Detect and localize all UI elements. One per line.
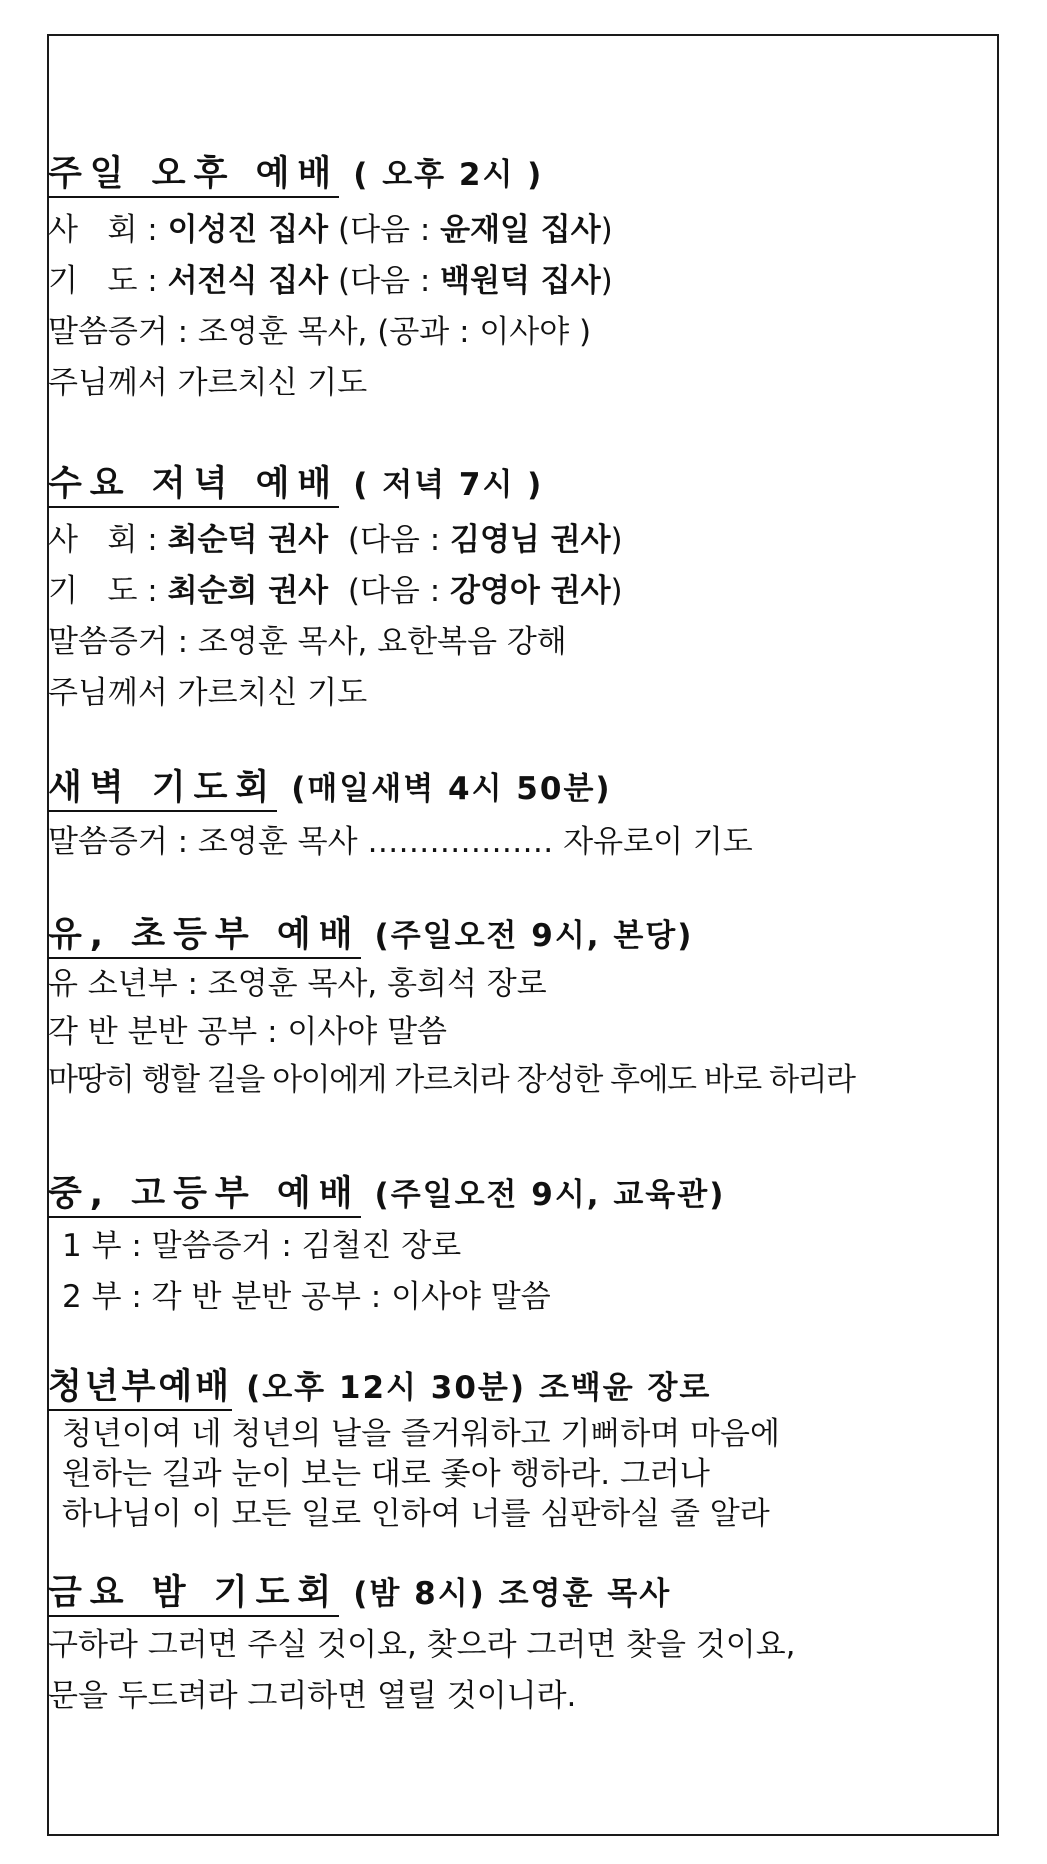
prayer-line: 기 도 : 서전식 집사 (다음 : 백원덕 집사)	[48, 263, 613, 299]
section-title: 수요 저녁 예배	[48, 464, 339, 508]
verse-line: 원하는 길과 눈이 보는 대로 좇아 행하라. 그러나	[62, 1456, 710, 1492]
section-title: 중, 고등부 예배	[48, 1174, 361, 1218]
teacher-line: 유 소년부 : 조영훈 목사, 홍희석 장로	[48, 966, 547, 1002]
study-line: 각 반 분반 공부 : 이사야 말씀	[48, 1014, 447, 1050]
section-time: ( 저녁 7시 )	[353, 467, 544, 503]
section-children-service	[48, 913, 1027, 1104]
host-name: 이성진 집사	[167, 212, 329, 248]
section-time: (오후 12시 30분) 조백윤 장로	[246, 1370, 712, 1406]
prayer-name: 서전식 집사	[167, 263, 329, 299]
section-heading	[48, 462, 1027, 507]
section-time: (밤 8시) 조영훈 목사	[353, 1576, 672, 1612]
part2-line: 2 부 : 각 반 분반 공부 : 이사야 말씀	[62, 1279, 551, 1315]
section-young-adult-service	[48, 1365, 1027, 1534]
verse-line: 청년이여 네 청년의 날을 즐거워하고 기뻐하며 마음에	[62, 1416, 780, 1452]
section-heading	[48, 1571, 1027, 1616]
host-line: 사 회 : 최순덕 권사 (다음 : 김영님 권사)	[48, 522, 623, 558]
section-youth-service	[48, 1172, 1027, 1323]
section-time: (주일오전 9시, 교육관)	[374, 1177, 726, 1213]
section-time: ( 오후 2시 )	[353, 157, 544, 193]
prayer-name: 최순희 권사	[167, 573, 329, 609]
next-prayer-name: 백원덕 집사	[440, 263, 601, 299]
section-heading	[48, 913, 1027, 958]
sermon-line: 말씀증거 : 조영훈 목사 ……………… 자유로이 기도	[48, 824, 753, 860]
sermon-line: 말씀증거 : 조영훈 목사, 요한복음 강해	[48, 624, 567, 660]
verse-line: 문을 두드려라 그리하면 열릴 것이니라.	[48, 1678, 577, 1714]
section-heading	[48, 766, 1027, 811]
next-prayer-name: 강영아 권사	[450, 573, 611, 609]
note-line: 주님께서 가르치신 기도	[48, 675, 368, 711]
section-heading	[48, 1172, 1027, 1217]
verse-line: 하나님이 이 모든 일로 인하여 너를 심판하실 줄 알라	[62, 1496, 770, 1532]
verse-line: 구하라 그러면 주실 것이요, 찾으라 그러면 찾을 것이요,	[48, 1627, 796, 1663]
verse-line: 마땅히 행할 길을 아이에게 가르치라 장성한 후에도 바로 하리라	[48, 1062, 855, 1098]
section-sunday-service	[48, 152, 1027, 409]
section-friday-prayer	[48, 1571, 1027, 1722]
prayer-line: 기 도 : 최순희 권사 (다음 : 강영아 권사)	[48, 573, 623, 609]
note-line: 주님께서 가르치신 기도	[48, 365, 368, 401]
section-time: (매일새벽 4시 50분)	[291, 771, 612, 807]
part1-line: 1 부 : 말씀증거 : 김철진 장로	[62, 1228, 462, 1264]
section-title: 금요 밤 기도회	[48, 1573, 339, 1617]
section-time: (주일오전 9시, 본당)	[374, 918, 694, 954]
section-title: 유, 초등부 예배	[48, 915, 361, 959]
section-heading	[48, 152, 1027, 197]
section-title: 새벽 기도회	[48, 768, 277, 812]
host-name: 최순덕 권사	[167, 522, 329, 558]
next-host-name: 윤재일 집사	[440, 212, 601, 248]
section-dawn-prayer	[48, 766, 1027, 868]
sermon-line: 말씀증거 : 조영훈 목사, (공과 : 이사야 )	[48, 314, 592, 350]
host-line: 사 회 : 이성진 집사 (다음 : 윤재일 집사)	[48, 212, 613, 248]
section-title: 주일 오후 예배	[48, 154, 339, 198]
section-heading	[48, 1365, 1027, 1410]
next-host-name: 김영님 권사	[450, 522, 611, 558]
section-wednesday-service	[48, 462, 1027, 719]
section-title: 청년부예배	[48, 1367, 232, 1411]
